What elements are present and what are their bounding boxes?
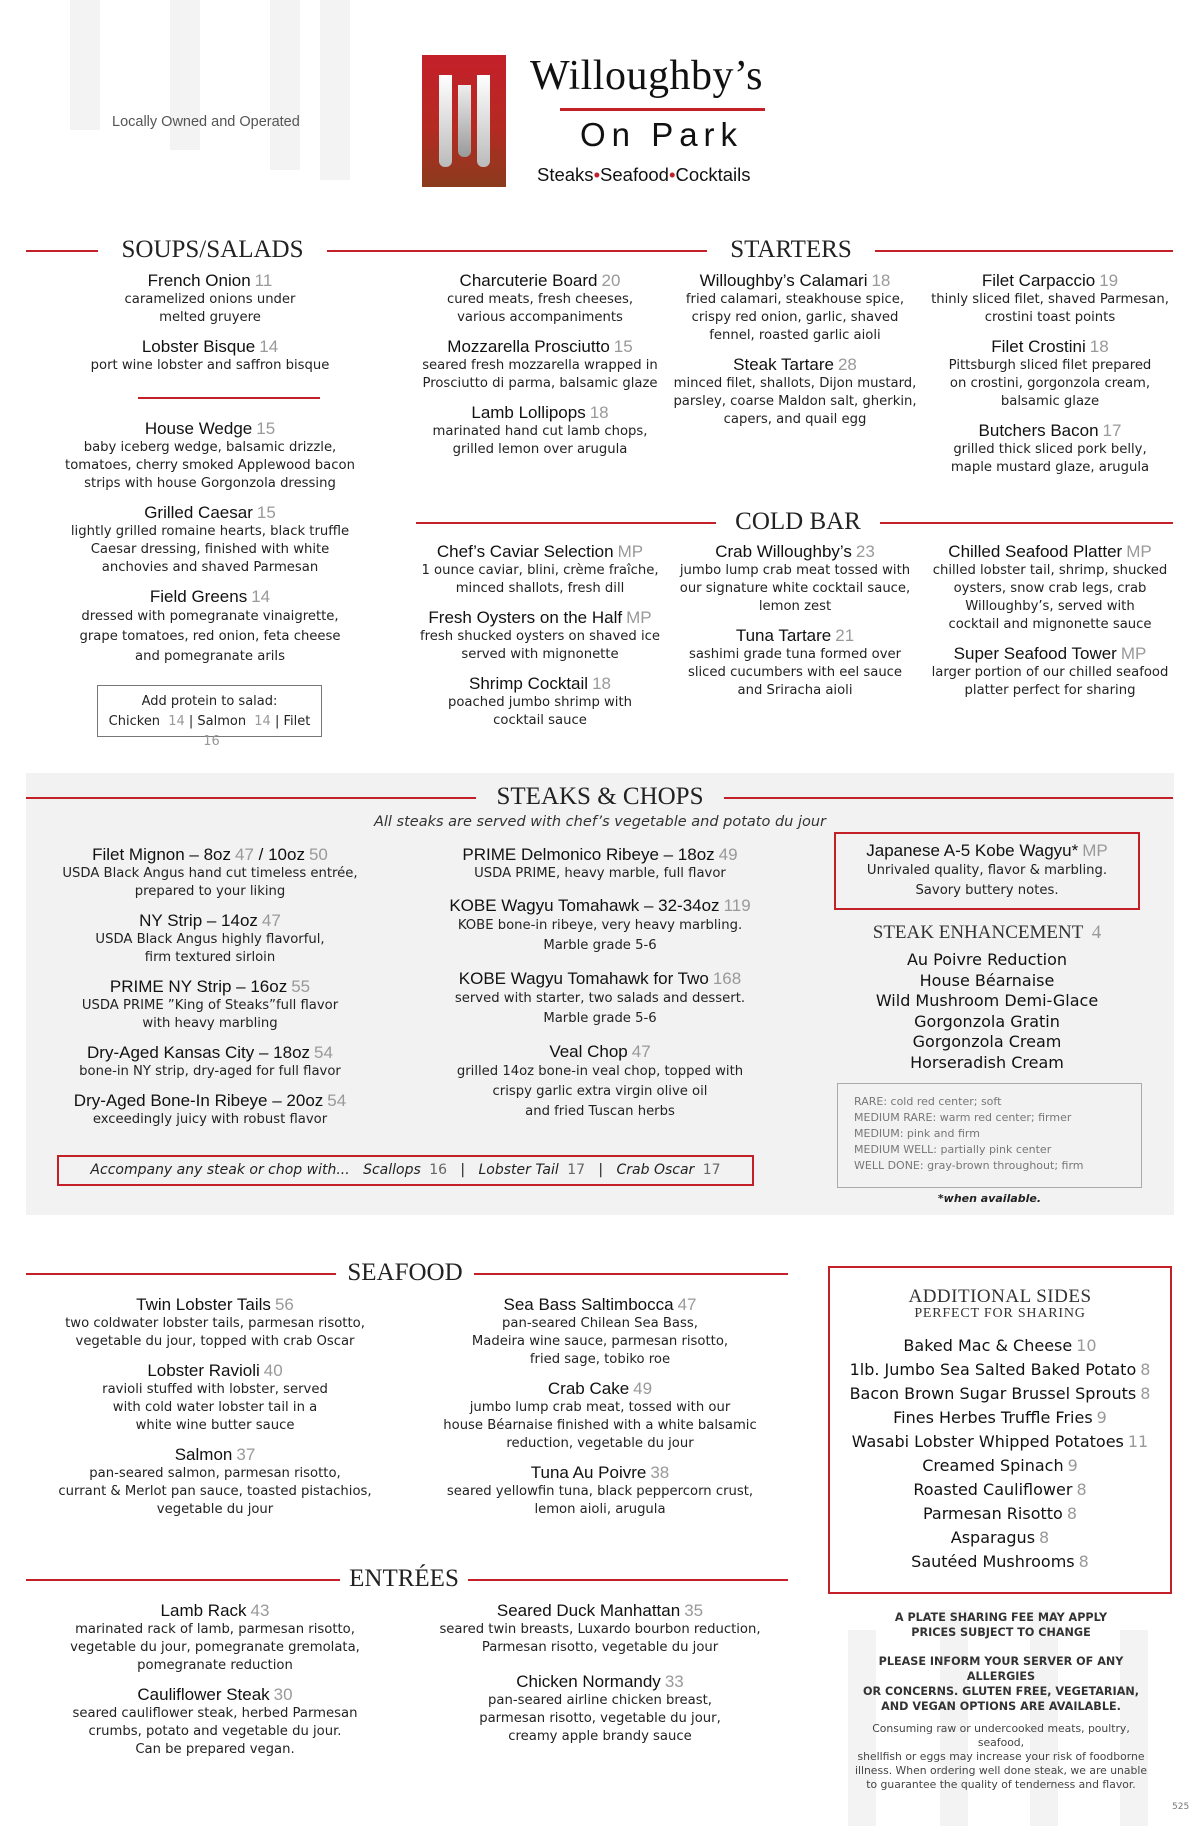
item-name: Japanese A-5 Kobe Wagyu* bbox=[866, 841, 1079, 860]
menu-item bbox=[410, 270, 670, 327]
steaks-column-2 bbox=[430, 844, 770, 1131]
item-name: Filet Mignon – 8oz bbox=[92, 845, 231, 864]
brand-name: Willoughby’s bbox=[530, 53, 763, 99]
item-desc: seared yellowfin tuna, black peppercorn crust, lemon aioli, arugula bbox=[446, 1484, 754, 1517]
item-desc: KOBE bone-in ribeye, very heavy marbling. Marble grade 5-6 bbox=[457, 918, 743, 953]
soup-salad-divider bbox=[138, 397, 320, 399]
item-price: 40 bbox=[263, 1361, 283, 1380]
item-price: 119 bbox=[723, 896, 751, 915]
item-desc: bone-in NY strip, dry-aged for full flavor bbox=[79, 1064, 341, 1079]
item-desc: ravioli stuffed with lobster, served with cold water lobster tail in a white wine butter sauce bbox=[102, 1382, 328, 1433]
item-name: Twin Lobster Tails bbox=[136, 1295, 271, 1314]
item-desc: baby iceberg wedge, balsamic drizzle, tomatoes, cherry smoked Applewood bacon strips with house Gorgonzola dressing bbox=[65, 440, 355, 491]
side-price: 9 bbox=[1067, 1456, 1078, 1475]
price-change-notice: PRICES SUBJECT TO CHANGE bbox=[911, 1626, 1091, 1639]
protein-chicken-price: 14 bbox=[168, 714, 185, 729]
side-item bbox=[830, 1526, 1170, 1550]
menu-item bbox=[425, 1462, 775, 1519]
item-name: Chilled Seafood Platter bbox=[948, 542, 1123, 561]
item-desc: USDA Black Angus highly flavorful, firm textured sirloin bbox=[95, 932, 325, 965]
doneness-item: RARE: cold red center; soft bbox=[854, 1095, 1002, 1108]
side-name: Sautéed Mushrooms bbox=[911, 1552, 1075, 1571]
side-price: 8 bbox=[1078, 1552, 1089, 1571]
item-price-alt: 50 bbox=[308, 845, 328, 864]
item-price: 18 bbox=[592, 674, 611, 693]
menu-item bbox=[925, 420, 1175, 477]
item-desc: jumbo lump crab meat, tossed with our house Béarnaise finished with a white balsamic reduction, vegetable du jour bbox=[443, 1400, 757, 1451]
divider: | bbox=[598, 1162, 604, 1178]
item-price: 47 bbox=[261, 911, 281, 930]
accompany-lobster-price: 17 bbox=[567, 1162, 586, 1178]
item-desc: port wine lobster and saffron bisque bbox=[90, 358, 330, 373]
steak-enhancement-title bbox=[834, 922, 1140, 944]
item-price: 28 bbox=[837, 355, 857, 374]
item-name: PRIME NY Strip – 16oz bbox=[109, 977, 288, 996]
menu-item bbox=[425, 1294, 775, 1369]
item-name: Steak Tartare bbox=[733, 355, 834, 374]
menu-item bbox=[670, 354, 920, 429]
menu-item bbox=[430, 968, 770, 1029]
accompany-box bbox=[57, 1155, 754, 1186]
item-desc: poached jumbo shrimp with cocktail sauce bbox=[447, 695, 632, 728]
side-item bbox=[830, 1382, 1170, 1406]
item-desc: thinly sliced filet, shaved Parmesan, crostini toast points bbox=[931, 292, 1169, 325]
menu-item bbox=[925, 541, 1175, 634]
item-price: 33 bbox=[664, 1672, 684, 1691]
rule bbox=[724, 797, 1173, 799]
enhancement-item: Gorgonzola Cream bbox=[912, 1032, 1062, 1051]
item-price: 35 bbox=[684, 1601, 704, 1620]
entrees-column-2 bbox=[425, 1600, 775, 1755]
soups-column bbox=[50, 270, 370, 384]
item-desc: pan-seared airline chicken breast, parmesan risotto, vegetable du jour, creamy apple brandy sauce bbox=[479, 1693, 721, 1744]
side-item bbox=[830, 1550, 1170, 1574]
item-price: 18 bbox=[1089, 337, 1109, 356]
menu-item bbox=[425, 1671, 775, 1746]
rule bbox=[26, 1273, 336, 1275]
menu-item bbox=[410, 607, 670, 664]
protein-salmon: Salmon bbox=[197, 714, 247, 729]
item-desc: Unrivaled quality, flavor & marbling. Savory buttery notes. bbox=[866, 863, 1108, 898]
item-price: 18 bbox=[871, 271, 891, 290]
enhancement-item: Au Poivre Reduction bbox=[906, 950, 1068, 969]
item-price: 49 bbox=[633, 1379, 653, 1398]
item-name: Dry-Aged Bone-In Ribeye – 20oz bbox=[73, 1091, 324, 1110]
menu-item bbox=[430, 1041, 770, 1122]
sides-subtitle: PERFECT FOR SHARING bbox=[914, 1306, 1086, 1321]
menu-item bbox=[430, 844, 770, 883]
menu-item bbox=[925, 270, 1175, 327]
side-item bbox=[830, 1358, 1170, 1382]
item-desc: chilled lobster tail, shrimp, shucked oysters, snow crab legs, crab Willoughby’s, served with cocktail and mignonette sauce bbox=[932, 563, 1168, 632]
section-title-cold-bar: COLD BAR bbox=[735, 508, 861, 535]
doneness-item: MEDIUM: pink and firm bbox=[854, 1127, 980, 1140]
item-name: Dry-Aged Kansas City – 18oz bbox=[87, 1043, 311, 1062]
tagline-locally-owned: Locally Owned and Operated bbox=[112, 114, 300, 130]
item-desc: larger portion of our chilled seafood platter perfect for sharing bbox=[931, 665, 1169, 698]
item-price: MP bbox=[617, 542, 644, 561]
item-desc: caramelized onions under melted gruyere bbox=[124, 292, 296, 325]
tagline-dot: • bbox=[668, 164, 676, 185]
side-price: 8 bbox=[1140, 1384, 1151, 1403]
item-name: Shrimp Cocktail bbox=[469, 674, 589, 693]
enhancement-item: House Béarnaise bbox=[919, 970, 1055, 990]
add-protein-title: Add protein to salad: bbox=[141, 694, 278, 709]
menu-item bbox=[50, 1090, 370, 1129]
menu-item bbox=[925, 643, 1175, 700]
item-desc: minced filet, shallots, Dijon mustard, parsley, coarse Maldon salt, gherkin, capers, and quail egg bbox=[673, 376, 917, 427]
rule bbox=[880, 522, 1173, 524]
item-name: Lamb Lollipops bbox=[471, 403, 586, 422]
item-desc: USDA Black Angus hand cut timeless entrée, prepared to your liking bbox=[62, 866, 358, 899]
cold-bar-column-3 bbox=[925, 541, 1175, 709]
item-price: 55 bbox=[291, 977, 311, 996]
item-desc: pan-seared Chilean Sea Bass, Madeira wine sauce, parmesan risotto, fried sage, tobiko roe bbox=[471, 1316, 729, 1367]
item-name: Seared Duck Manhattan bbox=[496, 1601, 681, 1620]
item-desc: marinated rack of lamb, parmesan risotto, vegetable du jour, pomegranate gremolata, pomegranate reduction bbox=[70, 1622, 360, 1673]
side-price: 8 bbox=[1076, 1480, 1087, 1499]
enhancement-item: Horseradish Cream bbox=[910, 1052, 1064, 1072]
item-name: Butchers Bacon bbox=[978, 421, 1099, 440]
starters-column-3 bbox=[925, 270, 1175, 486]
menu-item bbox=[30, 1444, 400, 1519]
starters-column-1 bbox=[410, 270, 670, 468]
doneness-item: MEDIUM WELL: partially pink center bbox=[854, 1143, 1052, 1156]
side-price: 9 bbox=[1096, 1408, 1107, 1427]
item-name: Tuna Tartare bbox=[735, 626, 832, 645]
menu-item bbox=[50, 976, 370, 1033]
item-price: MP bbox=[1120, 644, 1147, 663]
divider: | bbox=[188, 714, 194, 729]
item-price: 15 bbox=[256, 419, 276, 438]
protein-filet: Filet bbox=[283, 714, 311, 729]
menu-item bbox=[30, 1360, 400, 1435]
item-desc: served with starter, two salads and dessert. Marble grade 5-6 bbox=[454, 991, 746, 1026]
item-price: 38 bbox=[650, 1463, 670, 1482]
item-name: Grilled Caesar bbox=[144, 503, 253, 522]
item-desc: pan-seared salmon, parmesan risotto, currant & Merlot pan sauce, toasted pistachios, vegetable du jour bbox=[58, 1466, 372, 1517]
item-price: 15 bbox=[256, 503, 276, 522]
rule bbox=[327, 250, 707, 252]
menu-item bbox=[410, 402, 670, 459]
item-price: 47 bbox=[235, 845, 254, 864]
side-item bbox=[830, 1454, 1170, 1478]
item-name: Lobster Ravioli bbox=[147, 1361, 260, 1380]
item-desc: seared fresh mozzarella wrapped in Prosciutto di parma, balsamic glaze bbox=[422, 358, 658, 391]
enhancement-item: Wild Mushroom Demi-Glace bbox=[875, 991, 1099, 1010]
item-desc: seared cauliflower steak, herbed Parmesan crumbs, potato and vegetable du jour. Can be prepared vegan. bbox=[72, 1706, 358, 1757]
doneness-item: MEDIUM RARE: warm red center; firmer bbox=[854, 1111, 1072, 1124]
logo-mark bbox=[422, 55, 506, 187]
item-desc: grilled thick sliced pork belly, maple mustard glaze, arugula bbox=[950, 442, 1150, 475]
item-price: 54 bbox=[314, 1043, 333, 1062]
side-name: Asparagus bbox=[950, 1528, 1036, 1547]
tagline-cocktails: Cocktails bbox=[675, 164, 751, 185]
item-name: Fresh Oysters on the Half bbox=[428, 608, 623, 627]
rule bbox=[474, 1273, 788, 1275]
menu-item bbox=[425, 1378, 775, 1453]
side-name: Wasabi Lobster Whipped Potatoes bbox=[851, 1432, 1124, 1451]
section-title-soups-salads: SOUPS/SALADS bbox=[121, 236, 304, 263]
item-desc: dressed with pomegranate vinaigrette, grape tomatoes, red onion, feta cheese and pomegranate arils bbox=[79, 609, 341, 664]
item-name: Mozzarella Prosciutto bbox=[447, 337, 610, 356]
rule bbox=[26, 250, 98, 252]
side-item bbox=[830, 1478, 1170, 1502]
item-name: Salmon bbox=[174, 1445, 233, 1464]
item-price: 168 bbox=[712, 969, 742, 988]
item-price: MP bbox=[626, 608, 652, 627]
item-name: Crab Cake bbox=[547, 1379, 630, 1398]
item-desc: seared twin breasts, Luxardo bourbon reduction, Parmesan risotto, vegetable du jour bbox=[439, 1622, 761, 1655]
brand-tagline bbox=[537, 164, 751, 186]
side-name: Parmesan Risotto bbox=[922, 1504, 1063, 1523]
protein-filet-price: 16 bbox=[203, 734, 220, 749]
item-desc: grilled 14oz bone-in veal chop, topped with crispy garlic extra virgin olive oil and fried Tuscan herbs bbox=[456, 1064, 744, 1119]
item-name: Charcuterie Board bbox=[459, 271, 598, 290]
accompany-crab: Crab Oscar bbox=[616, 1162, 695, 1178]
item-price: 18 bbox=[589, 403, 609, 422]
side-price: 10 bbox=[1076, 1336, 1097, 1355]
tagline-seafood: Seafood bbox=[600, 164, 669, 185]
item-name: KOBE Wagyu Tomahawk – 32-34oz bbox=[449, 896, 720, 915]
plate-sharing-notice: A PLATE SHARING FEE MAY APPLY bbox=[894, 1611, 1108, 1624]
menu-item bbox=[670, 270, 920, 345]
item-price: 47 bbox=[631, 1042, 651, 1061]
item-name: French Onion bbox=[147, 271, 251, 290]
item-name: Filet Crostini bbox=[991, 337, 1086, 356]
section-title-entrees: ENTRÉES bbox=[349, 1565, 459, 1592]
doneness-guide bbox=[837, 1083, 1142, 1188]
item-price: 17 bbox=[1102, 421, 1122, 440]
item-desc: Pittsburgh sliced filet prepared on crostini, gorgonzola cream, balsamic glaze bbox=[948, 358, 1152, 409]
item-desc: sashimi grade tuna formed over sliced cucumbers with eel sauce and Sriracha aioli bbox=[687, 647, 903, 698]
steaks-column-1 bbox=[50, 844, 370, 1138]
entrees-column-1 bbox=[30, 1600, 400, 1768]
menu-item bbox=[430, 895, 770, 956]
side-price: 8 bbox=[1039, 1528, 1050, 1547]
doneness-item: WELL DONE: gray-brown throughout; firm bbox=[854, 1159, 1084, 1172]
brand-divider bbox=[560, 108, 765, 111]
tagline-dot: • bbox=[593, 164, 601, 185]
accompany-lead: Accompany any steak or chop with... bbox=[90, 1162, 350, 1178]
section-title-steaks-chops: STEAKS & CHOPS bbox=[496, 783, 704, 810]
brand-subtitle: On Park bbox=[580, 116, 744, 153]
item-price: MP bbox=[1082, 841, 1108, 860]
section-title-starters: STARTERS bbox=[730, 236, 852, 263]
item-name: Super Seafood Tower bbox=[953, 644, 1117, 663]
menu-item bbox=[410, 673, 670, 730]
item-price: 19 bbox=[1099, 271, 1119, 290]
item-price: 21 bbox=[835, 626, 855, 645]
item-price: 43 bbox=[250, 1601, 270, 1620]
kobe-wagyu-box bbox=[834, 832, 1140, 910]
item-name: KOBE Wagyu Tomahawk for Two bbox=[458, 969, 709, 988]
item-name: Tuna Au Poivre bbox=[530, 1463, 647, 1482]
item-desc: fried calamari, steakhouse spice, crispy red onion, garlic, shaved fennel, roasted garlic aioli bbox=[685, 292, 905, 343]
tagline-steaks: Steaks bbox=[537, 164, 594, 185]
add-protein-box bbox=[97, 685, 322, 749]
rule bbox=[416, 522, 716, 524]
menu-item bbox=[50, 336, 370, 375]
accompany-crab-price: 17 bbox=[702, 1162, 721, 1178]
item-name: Veal Chop bbox=[549, 1042, 628, 1061]
item-name: House Wedge bbox=[144, 419, 253, 438]
item-desc: two coldwater lobster tails, parmesan risotto, vegetable du jour, topped with crab Oscar bbox=[65, 1316, 365, 1349]
decor-stripe bbox=[270, 0, 300, 170]
item-name-alt: / 10oz bbox=[258, 845, 305, 864]
divider: | bbox=[460, 1162, 466, 1178]
item-name: Chicken Normandy bbox=[516, 1672, 661, 1691]
side-item bbox=[830, 1406, 1170, 1430]
enhancement-item: Gorgonzola Gratin bbox=[914, 1011, 1060, 1031]
side-item bbox=[830, 1430, 1170, 1454]
side-name: Fines Herbes Truffle Fries bbox=[893, 1408, 1093, 1427]
protein-salmon-price: 14 bbox=[254, 714, 271, 729]
menu-item bbox=[425, 1600, 775, 1657]
side-name: 1lb. Jumbo Sea Salted Baked Potato bbox=[849, 1360, 1137, 1379]
accompany-lobster: Lobster Tail bbox=[478, 1162, 559, 1178]
item-price: 11 bbox=[254, 271, 273, 290]
item-price: 54 bbox=[327, 1091, 347, 1110]
side-price: 11 bbox=[1127, 1432, 1149, 1451]
when-available-note: *when available. bbox=[937, 1192, 1042, 1205]
enhancement-title: STEAK ENHANCEMENT bbox=[872, 922, 1083, 943]
menu-item bbox=[50, 418, 370, 493]
item-price: 47 bbox=[677, 1295, 697, 1314]
item-desc: 1 ounce caviar, blini, crème fraîche, minced shallots, fresh dill bbox=[421, 563, 659, 596]
item-name: PRIME Delmonico Ribeye – 18oz bbox=[462, 845, 715, 864]
item-price: 14 bbox=[259, 337, 279, 356]
item-name: Chef’s Caviar Selection bbox=[436, 542, 614, 561]
accompany-scallops-price: 16 bbox=[429, 1162, 448, 1178]
steaks-note: All steaks are served with chef’s vegetable and potato du jour bbox=[373, 814, 827, 830]
salads-column bbox=[50, 418, 370, 676]
item-name: Sea Bass Saltimbocca bbox=[503, 1295, 674, 1314]
rule bbox=[875, 250, 1173, 252]
decor-stripe bbox=[320, 0, 350, 180]
steak-enhancement-list bbox=[834, 950, 1140, 1073]
item-price: 37 bbox=[236, 1445, 256, 1464]
rule bbox=[26, 797, 476, 799]
page-number: 525 bbox=[1172, 1802, 1190, 1812]
menu-item bbox=[670, 541, 920, 616]
section-title-seafood: SEAFOOD bbox=[347, 1259, 463, 1286]
enhancement-price: 4 bbox=[1091, 922, 1102, 943]
item-name: Field Greens bbox=[149, 587, 248, 606]
menu-item bbox=[50, 502, 370, 577]
menu-item bbox=[670, 625, 920, 700]
side-name: Roasted Cauliflower bbox=[913, 1480, 1073, 1499]
decor-stripe bbox=[70, 0, 100, 130]
cold-bar-column-1 bbox=[410, 541, 670, 739]
item-name: Filet Carpaccio bbox=[981, 271, 1096, 290]
item-price: 15 bbox=[613, 337, 633, 356]
rule bbox=[26, 1579, 340, 1581]
side-price: 8 bbox=[1066, 1504, 1078, 1523]
menu-item bbox=[50, 910, 370, 967]
side-price: 8 bbox=[1140, 1360, 1151, 1379]
divider: | bbox=[274, 714, 280, 729]
rule bbox=[468, 1579, 788, 1581]
item-desc: fresh shucked oysters on shaved ice served with mignonette bbox=[420, 629, 660, 662]
sides-title: ADDITIONAL SIDES bbox=[908, 1286, 1092, 1307]
sides-list bbox=[830, 1334, 1170, 1574]
side-name: Bacon Brown Sugar Brussel Sprouts bbox=[849, 1384, 1137, 1403]
item-price: 20 bbox=[601, 271, 621, 290]
menu-item bbox=[30, 1684, 400, 1759]
menu-item bbox=[410, 336, 670, 393]
additional-sides-box bbox=[828, 1266, 1172, 1594]
accompany-scallops: Scallops bbox=[363, 1162, 421, 1178]
menu-item bbox=[50, 586, 370, 667]
item-price: 14 bbox=[251, 587, 271, 606]
item-price: 49 bbox=[718, 845, 738, 864]
item-desc: jumbo lump crab meat tossed with our signature white cocktail sauce, lemon zest bbox=[679, 563, 911, 614]
cold-bar-column-2 bbox=[670, 541, 920, 709]
side-name: Creamed Spinach bbox=[922, 1456, 1064, 1475]
item-price: 30 bbox=[273, 1685, 293, 1704]
menu-item bbox=[925, 336, 1175, 411]
item-desc: exceedingly juicy with robust flavor bbox=[92, 1112, 328, 1127]
item-price: 23 bbox=[855, 542, 875, 561]
menu-item bbox=[30, 1600, 400, 1675]
menu-item bbox=[30, 1294, 400, 1351]
item-name: Cauliflower Steak bbox=[137, 1685, 270, 1704]
menu-item bbox=[410, 541, 670, 598]
item-price: MP bbox=[1126, 542, 1152, 561]
item-name: Willoughby’s Calamari bbox=[699, 271, 868, 290]
item-name: Lamb Rack bbox=[160, 1601, 247, 1620]
item-desc: marinated hand cut lamb chops, grilled lemon over arugula bbox=[432, 424, 648, 457]
menu-item bbox=[50, 1042, 370, 1081]
menu-item bbox=[50, 270, 370, 327]
protein-chicken: Chicken bbox=[108, 714, 161, 729]
allergy-notice: PLEASE INFORM YOUR SERVER OF ANY ALLERGIES OR CONCERNS. GLUTEN FREE, VEGETARIAN, AND VEGAN OPTIONS ARE AVAILABLE. bbox=[863, 1655, 1139, 1713]
menu-item bbox=[50, 844, 370, 901]
item-desc: USDA PRIME ”King of Steaks”full flavor with heavy marbling bbox=[81, 998, 339, 1031]
starters-column-2 bbox=[670, 270, 920, 438]
item-desc: cured meats, fresh cheeses, various accompaniments bbox=[446, 292, 634, 325]
seafood-column-2 bbox=[425, 1294, 775, 1528]
consumption-warning: Consuming raw or undercooked meats, poultry, seafood, shellfish or eggs may increase your risk of foodborne illness. When ordering well done steak, we are unable to guarantee the quality of tenderness and flavor. bbox=[854, 1722, 1148, 1791]
side-name: Baked Mac & Cheese bbox=[903, 1336, 1073, 1355]
item-name: NY Strip – 14oz bbox=[139, 911, 258, 930]
item-desc: USDA PRIME, heavy marble, full flavor bbox=[474, 866, 726, 881]
item-name: Lobster Bisque bbox=[141, 337, 256, 356]
seafood-column-1 bbox=[30, 1294, 400, 1528]
side-item bbox=[830, 1502, 1170, 1526]
side-item bbox=[830, 1334, 1170, 1358]
notices bbox=[848, 1610, 1154, 1792]
item-price: 56 bbox=[274, 1295, 294, 1314]
item-name: Crab Willoughby’s bbox=[715, 542, 852, 561]
item-desc: lightly grilled romaine hearts, black truffle Caesar dressing, finished with white anchovies and shaved Parmesan bbox=[70, 524, 350, 575]
